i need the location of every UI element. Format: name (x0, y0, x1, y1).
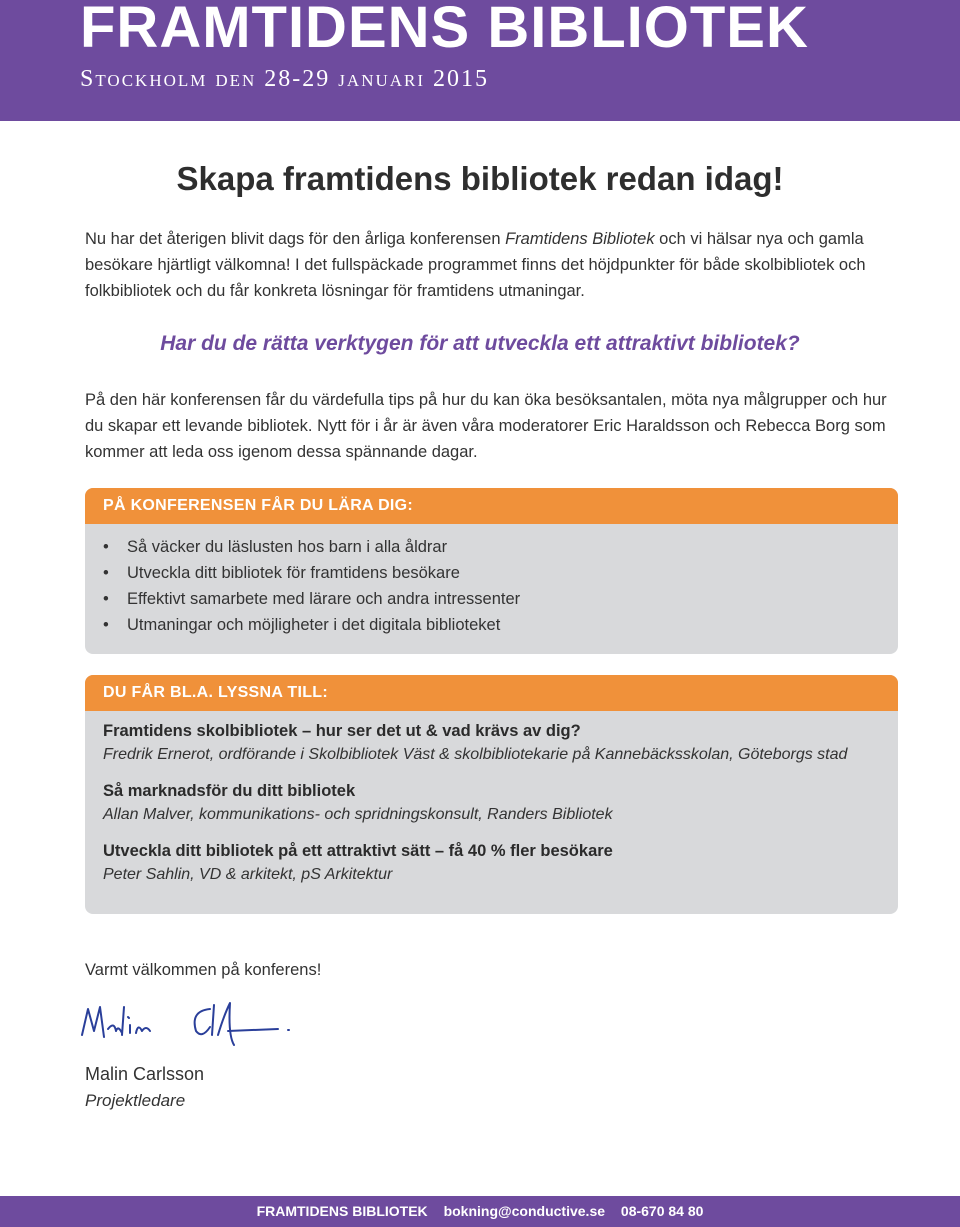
event-date: Stockholm den 28-29 januari 2015 (80, 66, 490, 92)
list-item (103, 612, 898, 638)
learn-box-heading: PÅ KONFERENSEN FÅR DU LÄRA DIG: (85, 488, 898, 524)
list-item (103, 534, 898, 560)
signer-name: Malin Carlsson (85, 1064, 205, 1084)
footer-bar (0, 1196, 960, 1227)
footer-brand: FRAMTIDENS BIBLIOTEK (256, 1203, 428, 1219)
listen-box-heading: DU FÅR BL.A. LYSSNA TILL: (85, 675, 898, 711)
body-paragraph: På den här konferensen får du värdefulla tips på hur du kan öka besöksantalen, möta nya målgrupper och hur du skapar ett levande bibliotek. Nytt för i år är även våra moderatorer Eric Haraldsson och Rebecca Borg som kommer att leda oss igenom dessa spännande dagar. (85, 391, 887, 461)
intro-emphasis: Framtidens Bibliotek (505, 230, 655, 248)
list-item (103, 560, 898, 586)
list-item-text: Utmaningar och möjligheter i det digitala biblioteket (127, 616, 501, 634)
subheadline: Har du de rätta verktygen för att utveckla ett attraktivt bibliotek? (160, 332, 800, 355)
talk-speaker: Fredrik Ernerot, ordförande i Skolbibliotek Väst & skolbibliotekarie på Kannebäcksskolan, Göteborgs stad (103, 746, 848, 763)
talk-speaker: Allan Malver, kommunikations- och spridningskonsult, Randers Bibliotek (103, 806, 613, 823)
learn-list (85, 524, 898, 638)
list-item-text: Så väcker du läslusten hos barn i alla åldrar (127, 538, 448, 556)
talk-title: Så marknadsför du ditt bibliotek (103, 782, 356, 800)
list-item (103, 586, 898, 612)
bullet-icon: • (103, 616, 109, 634)
footer-phone: 08-670 84 80 (620, 1203, 704, 1219)
talk-item (85, 711, 898, 767)
intro-paragraph (85, 226, 900, 304)
bullet-icon: • (103, 538, 109, 556)
signature-image (78, 995, 298, 1065)
closing-text: Varmt välkommen på konferens! (85, 961, 322, 979)
talk-speaker: Peter Sahlin, VD & arkitekt, pS Arkitektur (103, 866, 393, 883)
listen-box (85, 675, 898, 914)
bullet-icon: • (103, 590, 109, 608)
list-item-text: Utveckla ditt bibliotek för framtidens besökare (127, 564, 460, 582)
learn-box (85, 488, 898, 654)
talk-item (85, 767, 898, 827)
talk-item (85, 827, 898, 887)
talk-title: Utveckla ditt bibliotek på ett attraktivt sätt – få 40 % fler besökare (103, 842, 613, 860)
signer-role: Projektledare (85, 1091, 186, 1110)
intro-after: och vi hälsar nya och gamla besökare hjärtligt välkomna! I det fullspäckade programmet finns det höjdpunkter för både skolbibliotek och folkbibliotek och du får konkreta lösningar för framtidens utmaningar. (85, 230, 866, 300)
footer-email[interactable]: bokning@conductive.se (443, 1203, 606, 1219)
talk-title: Framtidens skolbibliotek – hur ser det ut & vad krävs av dig? (103, 722, 581, 740)
header-banner (0, 0, 960, 121)
list-item-text: Effektivt samarbete med lärare och andra intressenter (127, 590, 521, 608)
bullet-icon: • (103, 564, 109, 582)
page-title: FRAMTIDENS BIBLIOTEK (80, 0, 809, 60)
intro-before: Nu har det återigen blivit dags för den årliga konferensen (85, 230, 506, 248)
headline: Skapa framtidens bibliotek redan idag! (176, 160, 784, 197)
